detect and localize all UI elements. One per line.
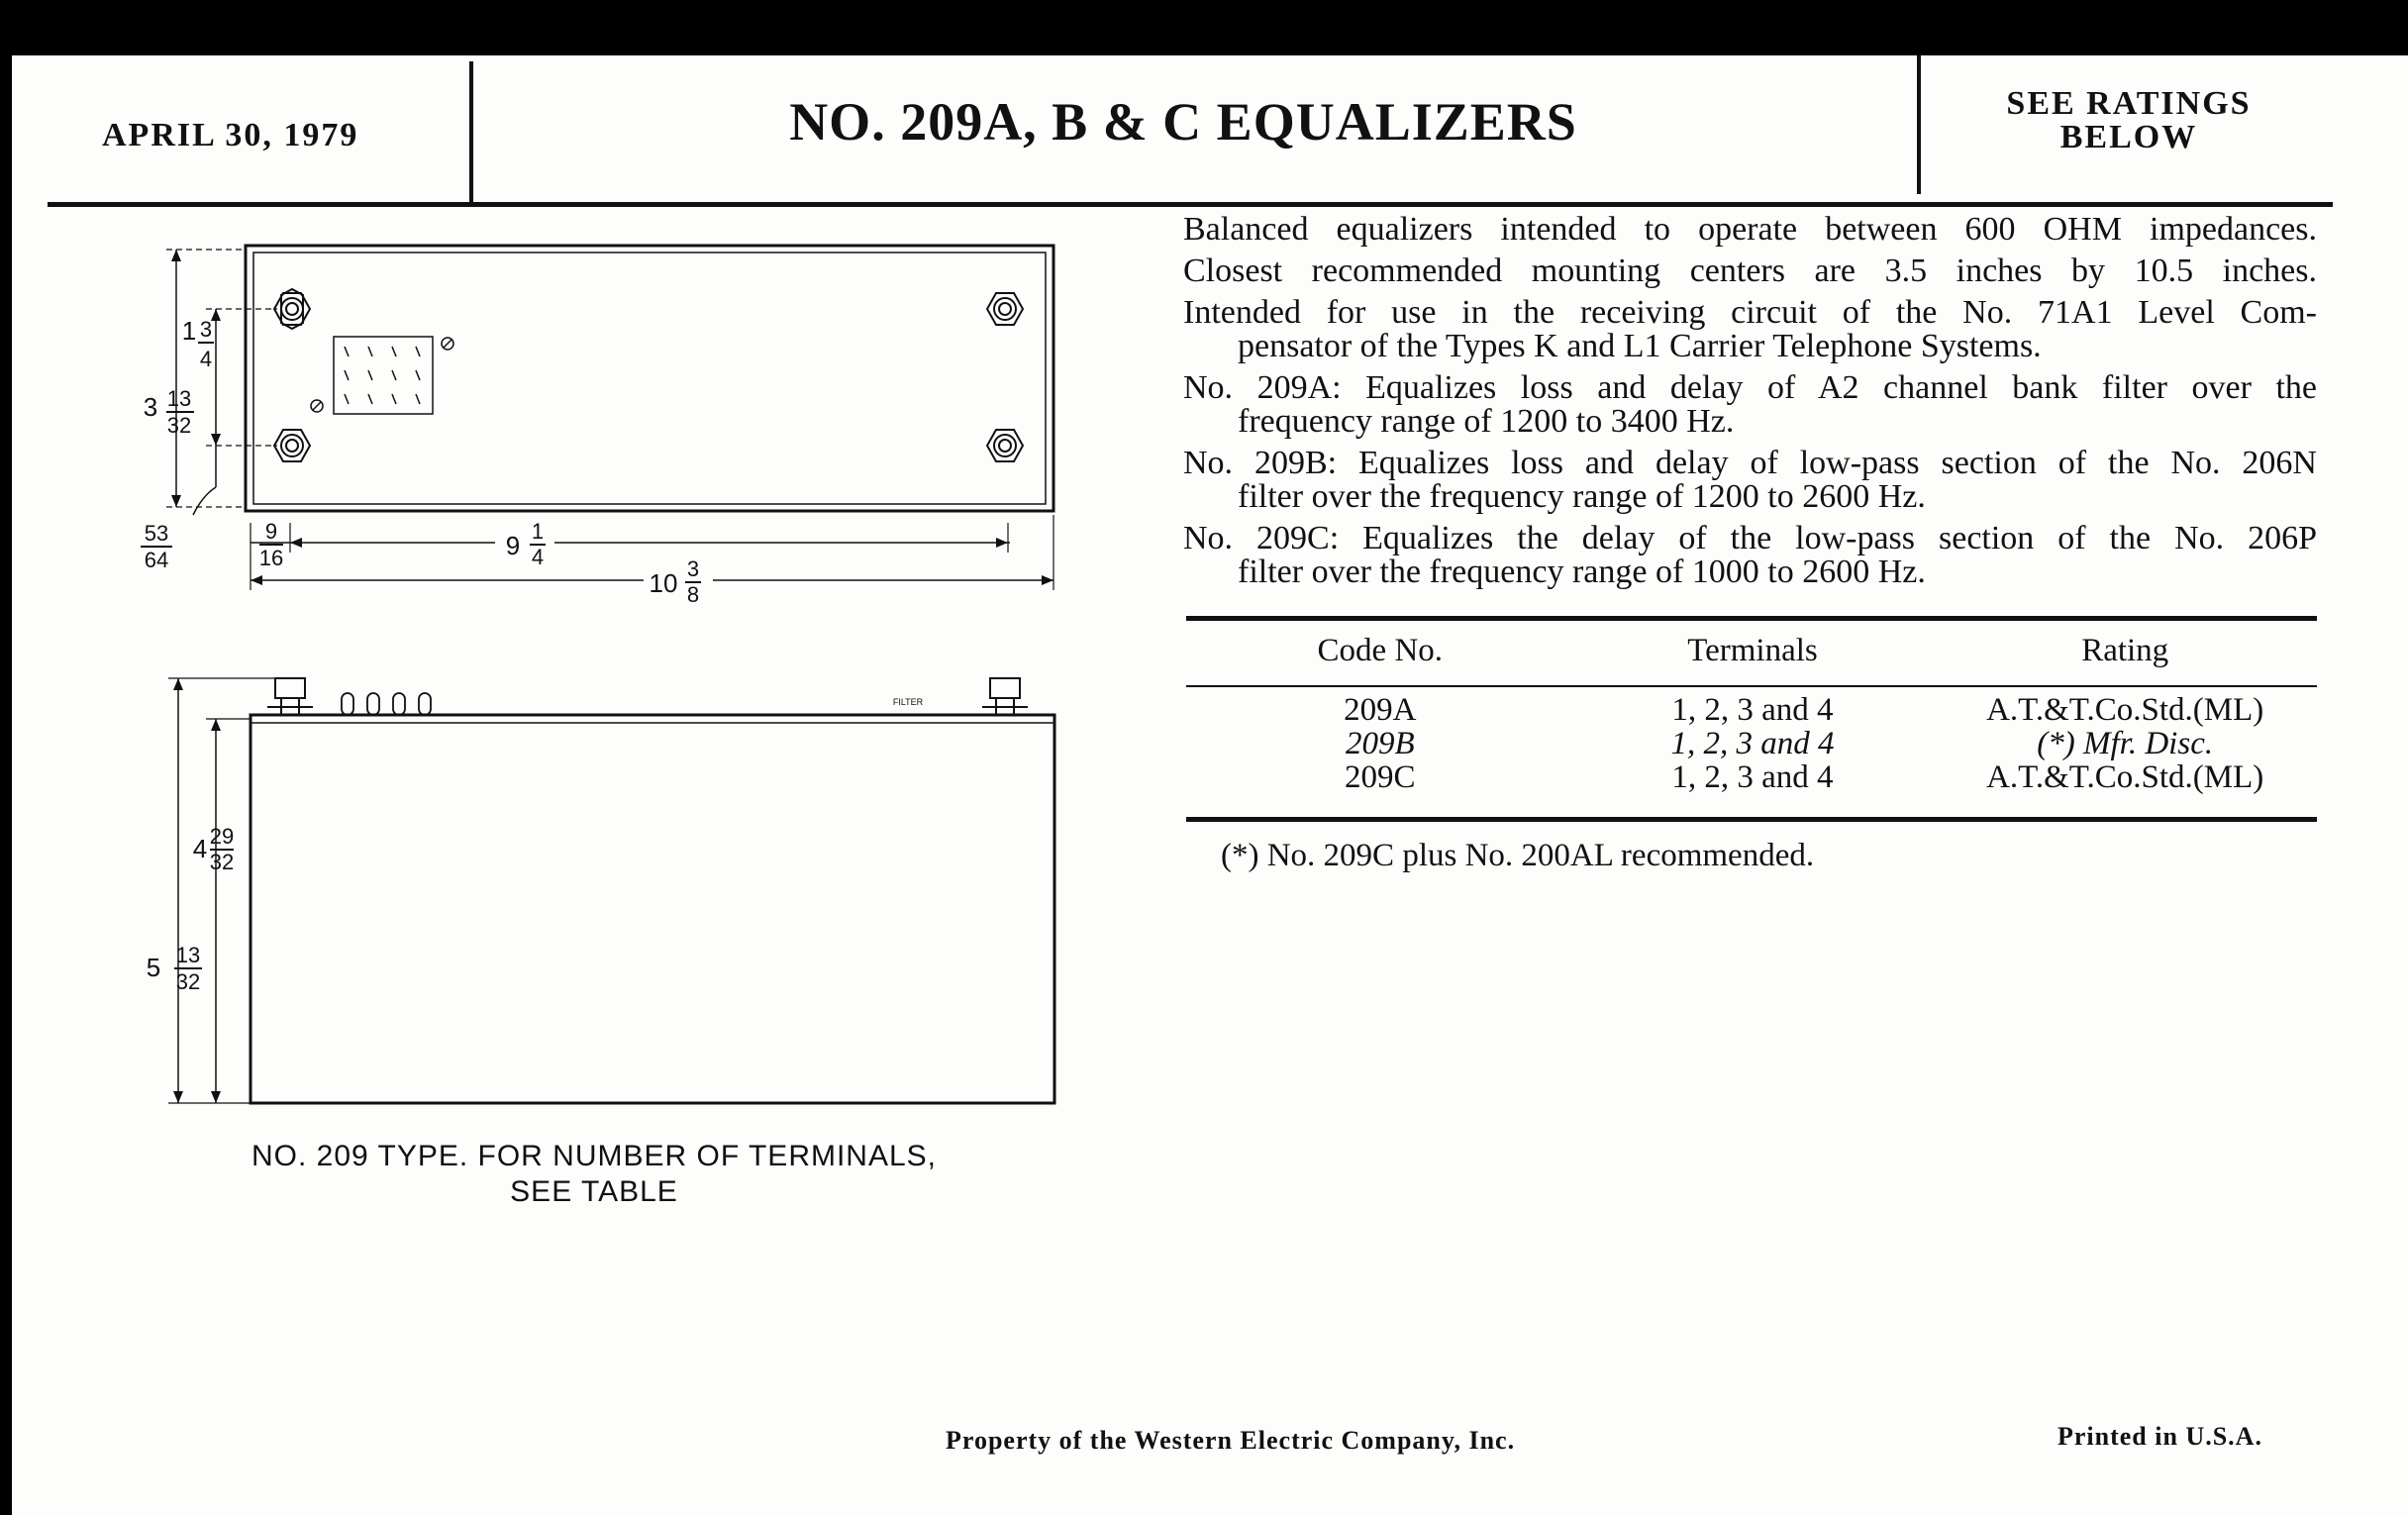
dim-label-9-16 bbox=[259, 519, 283, 570]
svg-text:64: 64 bbox=[144, 548, 169, 572]
cell-rating: A.T.&T.Co.Std.(ML) bbox=[1986, 759, 2264, 795]
table-top-rule bbox=[1186, 616, 2317, 621]
svg-text:9: 9 bbox=[264, 519, 278, 544]
rating-notice-line1: SEE RATINGS bbox=[2006, 85, 2252, 122]
table-header-rule bbox=[1186, 685, 2317, 687]
description-item: Closest recommended mounting centers are 3.5 inches by 10.5 inches. bbox=[1183, 252, 2317, 289]
footer-printed: Printed in U.S.A. bbox=[2057, 1422, 2262, 1451]
terminal-post-icon bbox=[982, 678, 1028, 715]
svg-text:13: 13 bbox=[175, 943, 201, 967]
svg-text:13: 13 bbox=[166, 386, 192, 411]
svg-text:1: 1 bbox=[531, 519, 545, 544]
svg-text:1: 1 bbox=[181, 316, 197, 346]
terminal-lugs bbox=[342, 693, 431, 715]
description-item: Balanced equalizers intended to operate between 600 OHM impedances. bbox=[1183, 211, 2317, 248]
svg-text:3: 3 bbox=[686, 556, 700, 581]
cell-terminals: 1, 2, 3 and 4 bbox=[1671, 759, 1834, 795]
description-item: No. 209B: Equalizes loss and delay of low-pass section of the No. 206N filter over the frequency range of 1200 to 2600 Hz. bbox=[1183, 445, 2317, 515]
svg-text:9: 9 bbox=[505, 531, 521, 560]
svg-text:4: 4 bbox=[531, 545, 545, 569]
description-item: No. 209A: Equalizes loss and delay of A2 channel bank filter over the frequency range of 1200 to 3400 Hz. bbox=[1183, 369, 2317, 440]
side-view-outline bbox=[251, 715, 1054, 1103]
svg-text:32: 32 bbox=[166, 413, 192, 438]
table-row bbox=[1188, 760, 2317, 794]
svg-text:53: 53 bbox=[144, 521, 169, 546]
svg-text:5: 5 bbox=[146, 953, 161, 982]
page-title: NO. 209A, B & C EQUALIZERS bbox=[789, 92, 1577, 152]
table-row bbox=[1188, 681, 2317, 727]
svg-text:32: 32 bbox=[175, 969, 201, 994]
description-block bbox=[1183, 213, 2317, 597]
drawing-caption bbox=[198, 1139, 990, 1210]
terminal-post-icon bbox=[267, 678, 313, 715]
dimension-arrows bbox=[171, 250, 1054, 1103]
issue-date: APRIL 30, 1979 bbox=[102, 117, 359, 153]
table-header-row bbox=[1188, 630, 2317, 681]
cell-terminals: 1, 2, 3 and 4 bbox=[1670, 726, 1835, 761]
table-footnote: (*) No. 209C plus No. 200AL recommended. bbox=[1221, 838, 1815, 873]
svg-text:8: 8 bbox=[686, 582, 700, 607]
dim-label-9-1-4 bbox=[495, 519, 554, 569]
dim-label-5-13-32 bbox=[147, 943, 202, 994]
caption-line1: NO. 209 TYPE. FOR NUMBER OF TERMINALS, bbox=[251, 1140, 938, 1172]
svg-text:32: 32 bbox=[209, 850, 235, 874]
svg-text:29: 29 bbox=[209, 824, 235, 849]
cell-code: 209B bbox=[1345, 726, 1415, 761]
svg-text:10: 10 bbox=[649, 568, 678, 598]
cell-rating: (*) Mfr. Disc. bbox=[2037, 726, 2214, 761]
svg-text:4: 4 bbox=[192, 834, 208, 863]
dim-label-4-29-32 bbox=[193, 824, 234, 874]
table-bottom-rule bbox=[1186, 817, 2317, 822]
cell-code: 209A bbox=[1344, 692, 1417, 728]
description-item: Intended for use in the receiving circuit of the No. 71A1 Level Com- pensator of the Types K and L1 Carrier Telephone Systems. bbox=[1183, 294, 2317, 364]
svg-text:3: 3 bbox=[143, 392, 158, 422]
dim-label-53-64 bbox=[141, 521, 172, 572]
column-header-rating: Rating bbox=[2081, 632, 2169, 668]
svg-text:3: 3 bbox=[199, 317, 213, 342]
code-table bbox=[1188, 630, 2317, 794]
hex-nut-icon bbox=[987, 293, 1023, 325]
dim-label-1-3-4 bbox=[182, 316, 214, 371]
cell-code: 209C bbox=[1345, 759, 1416, 795]
dim-label-10-3-8 bbox=[644, 556, 713, 607]
hex-nut-icon bbox=[274, 430, 310, 461]
cell-rating: A.T.&T.Co.Std.(ML) bbox=[1986, 692, 2264, 728]
hex-nut-icon bbox=[274, 289, 310, 329]
rating-notice bbox=[1921, 87, 2337, 154]
description-item: No. 209C: Equalizes the delay of the low-pass section of the No. 206P filter over the frequency range of 1000 to 2600 Hz. bbox=[1183, 520, 2317, 590]
top-view-outline bbox=[246, 246, 1054, 511]
svg-text:4: 4 bbox=[199, 347, 213, 371]
svg-text:16: 16 bbox=[258, 546, 284, 570]
hex-nut-icon bbox=[987, 430, 1023, 461]
footer-property: Property of the Western Electric Company, Inc. bbox=[946, 1426, 1516, 1455]
cell-terminals: 1, 2, 3 and 4 bbox=[1671, 692, 1834, 728]
dim-label-3-13-32 bbox=[144, 386, 194, 438]
equalizer-dimension-drawing bbox=[0, 0, 1089, 1129]
table-row bbox=[1188, 727, 2317, 760]
caption-line2: SEE TABLE bbox=[510, 1175, 678, 1208]
column-header-code: Code No. bbox=[1317, 632, 1444, 668]
rating-notice-line2: BELOW bbox=[2059, 119, 2198, 155]
terminal-marks bbox=[345, 347, 420, 404]
filter-label: FILTER bbox=[892, 697, 924, 707]
column-header-terminals: Terminals bbox=[1687, 632, 1818, 668]
